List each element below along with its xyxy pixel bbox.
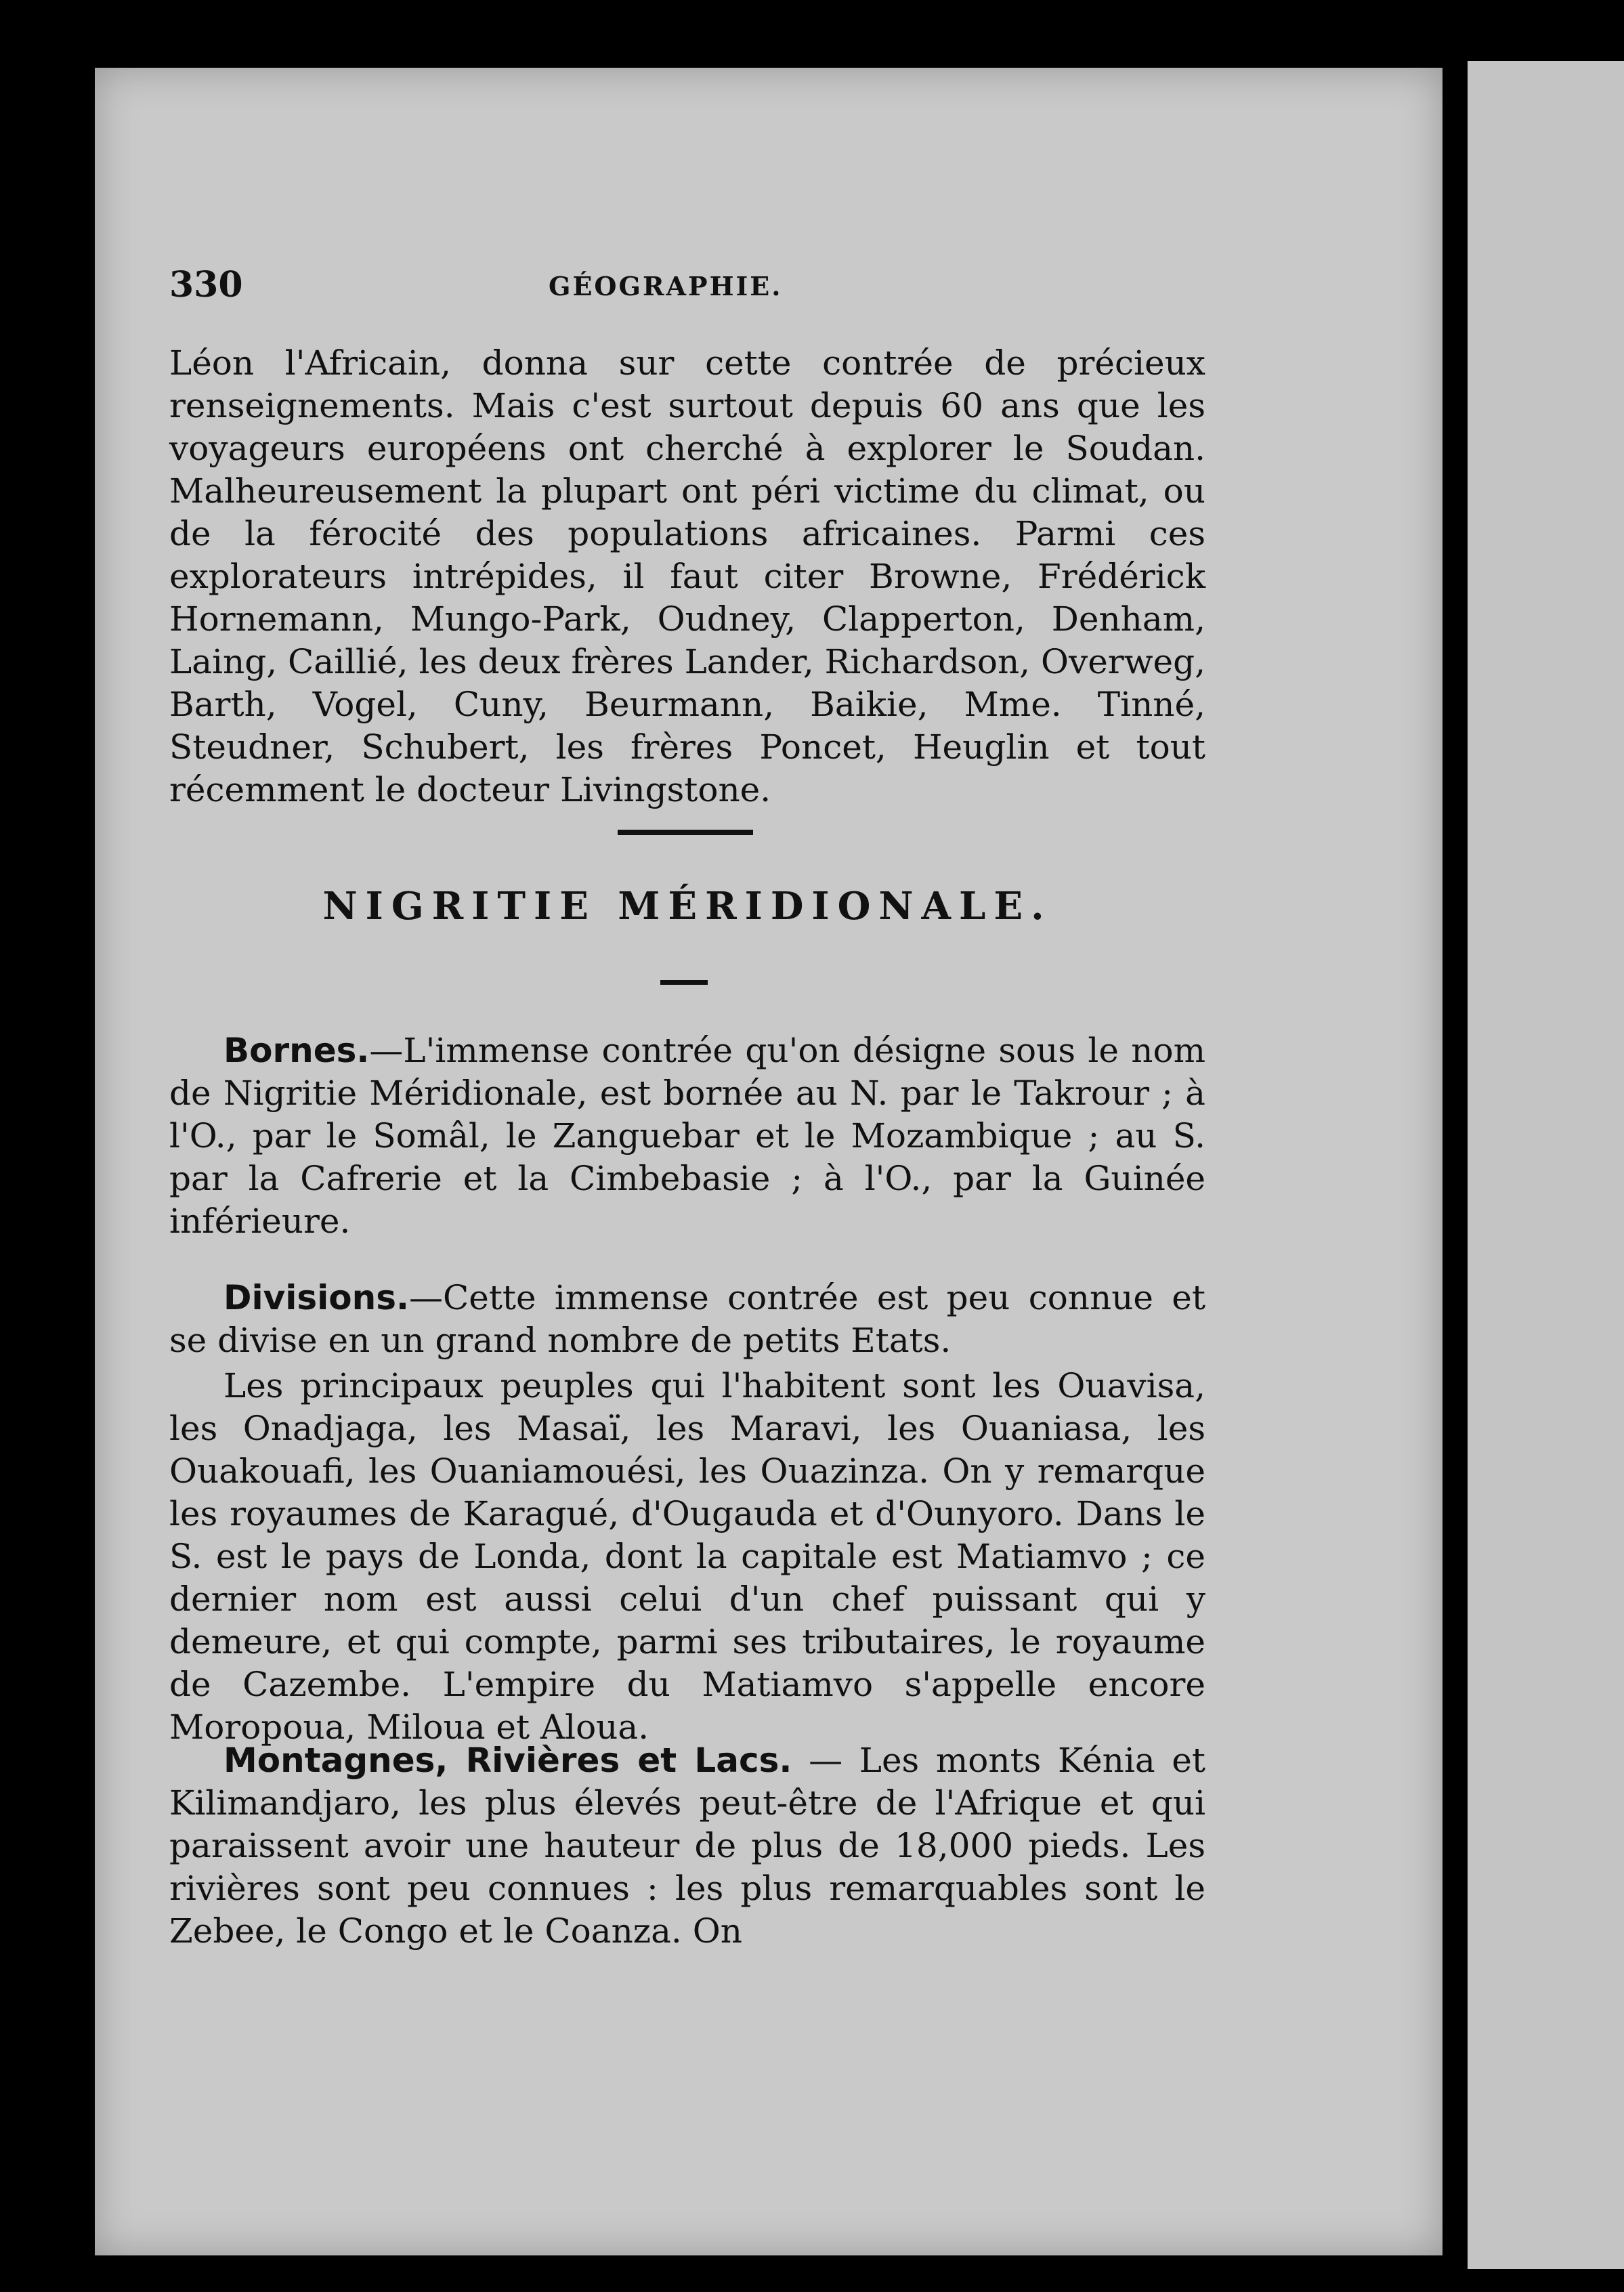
text-montagnes: — Les monts Kénia et Kilimandjaro, les plus élevés peut-être de l'Afrique et qui paraissent avoir une hauteur de plus de 18,000 pieds. Les rivières sont peu connues : les plus remarquables sont le Zebee, le Congo et le Coanza. On <box>169 1741 1205 1951</box>
lead-bornes: Bornes. <box>223 1031 370 1070</box>
paragraph-divisions <box>169 1277 1205 1362</box>
paragraph-montagnes <box>169 1739 1205 1953</box>
section-divider-small <box>660 980 708 985</box>
adjacent-page-edge <box>1468 61 1624 2269</box>
lead-montagnes: Montagnes, Rivières et Lacs. <box>223 1741 792 1780</box>
paragraph-peuples: Les principaux peuples qui l'habitent sont les Ouavisa, les Onadjaga, les Masaï, les Maravi, les Ouaniasa, les Ouakouafi, les Ouaniamouési, les Ouazinza. On y remarque les royaumes de Karagué, d'Ougauda et d'Ounyoro. Dans le S. est le pays de Londa, dont la capitale est Matiamvo ; ce dernier nom est aussi celui d'un chef puissant qui y demeure, et qui compte, parmi ses tributaires, le royaume de Cazembe. L'empire du Matiamvo s'appelle encore Moropoua, Miloua et Aloua. <box>169 1366 1205 1747</box>
paragraph-explorers: Léon l'Africain, donna sur cette contrée de précieux renseignements. Mais c'est surtout depuis 60 ans que les voyageurs européens ont cherché à explorer le Soudan. Malheureusement la plupart ont péri victime du climat, ou de la férocité des populations africaines. Parmi ces explorateurs intrépides, il faut citer Browne, Frédérick Hornemann, Mungo-Park, Oudney, Clapperton, Denham, Laing, Caillié, les deux frères Lander, Richardson, Overweg, Barth, Vogel, Cuny, Beurmann, Baikie, Mme. Tinné, Steudner, Schubert, les frères Poncet, Heuglin et tout récemment le docteur Livingstone. <box>169 343 1205 809</box>
page-number: 330 <box>169 264 243 305</box>
lead-divisions: Divisions. <box>223 1278 409 1317</box>
section-title: NIGRITIE MÉRIDIONALE. <box>322 884 1052 929</box>
running-title: GÉOGRAPHIE. <box>549 271 783 301</box>
text-bornes: —L'immense contrée qu'on désigne sous le nom de Nigritie Méridionale, est bornée au N. par le Takrour ; à l'O., par le Somâl, le Zanguebar et le Mozambique ; au S. par la Cafrerie et la Cimbebasie ; à l'O., par la Guinée inférieure. <box>169 1031 1205 1241</box>
page-header <box>169 264 1205 318</box>
paragraph-bornes <box>169 1030 1205 1243</box>
section-divider-top <box>618 830 753 835</box>
page-gutter <box>1446 61 1468 2269</box>
text-divisions: —Cette immense contrée est peu connue et se divise en un grand nombre de petits Etats. <box>169 1278 1205 1360</box>
